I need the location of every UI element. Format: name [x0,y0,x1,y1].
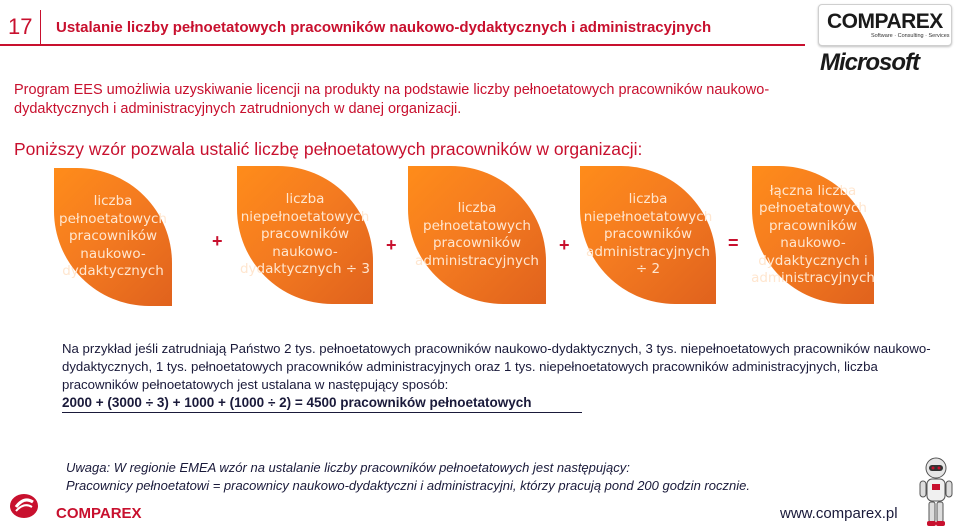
footer-brand: COMPAREX [56,505,142,522]
slide-number: 17 [8,14,33,39]
example-result: 2000 + (3000 ÷ 3) + 1000 + (1000 ÷ 2) = 4500 pracowników pełnoetatowych [62,395,532,410]
plus-operator: + [559,235,570,255]
formula-box-fulltime-admin [408,166,546,304]
page-title: Ustalanie liczby pełnoetatowych pracowników naukowo-dydaktycznych i administracyjnych [56,19,712,36]
robot-mascot-icon [916,456,956,528]
intro-text: Program EES umożliwia uzyskiwanie licencji na produkty na podstawie liczby pełnoetatowych pracowników naukowo-dydaktycznych i administracyjnych zatrudnionych w danej organizacji. [14,82,770,117]
equals-operator: = [728,233,739,253]
formula-box-fulltime-academic [54,168,172,306]
note-line-1: Uwaga: W regionie EMEA wzór na ustalanie liczby pracowników pełnoetatowych jest następujący: [66,460,630,475]
formula-box-label: liczba niepełnoetatowych pracowników naukowo- dydaktycznych ÷ 3 [239,191,371,278]
example-result-underline [62,412,582,413]
formula-box-parttime-admin [580,166,716,304]
plus-operator: + [386,235,397,255]
note-line-2: Pracownicy pełnoetatowi = pracownicy naukowo-dydaktyczni i administracyjni, którzy pracują pond 200 godzin rocznie. [66,478,750,493]
formula-box-label: łączna liczba pełnoetatowych pracowników naukowo- dydaktycznych i administracyjnych [751,182,875,286]
plus-operator: + [212,231,223,251]
header-divider-vertical [40,10,41,46]
formula-box-label: liczba pełnoetatowych pracowników administracyjnych [415,200,539,269]
example-text: Na przykład jeśli zatrudniają Państwo 2 tys. pełnoetatowych pracowników naukowo-dydaktycznych, 3 tys. niepełnoetatowych pracowników naukowo-dydaktycznych, 1 tys. pełnoetatowych pracowników administracyjnych oraz 1 tys. niepełnoetatowych pracowników administracyjnych, liczba pracowników pełnoetatowych jest ustalana w następujący sposób: [62,341,931,392]
formula-lead: Poniższy wzór pozwala ustalić liczbę pełnoetatowych pracowników w organizacji: [14,139,643,159]
note [66,459,750,495]
footer-url-link[interactable]: www.comparex.pl [780,505,898,522]
comparex-logo-word: COMPAREX [827,10,943,33]
microsoft-logo: Microsoft [820,49,919,76]
comparex-logo [818,4,952,46]
formula-box-parttime-academic [237,166,373,304]
formula-box-label: liczba niepełnoetatowych pracowników administracyjnych ÷ 2 [583,191,713,278]
comparex-emblem-icon [8,492,40,520]
formula-box-label: liczba pełnoetatowych pracowników naukowo- dydaktycznych [59,193,167,280]
comparex-logo-tagline: Software · Consulting · Services [871,33,950,39]
formula-box-total [752,166,874,304]
header-divider [0,44,805,46]
